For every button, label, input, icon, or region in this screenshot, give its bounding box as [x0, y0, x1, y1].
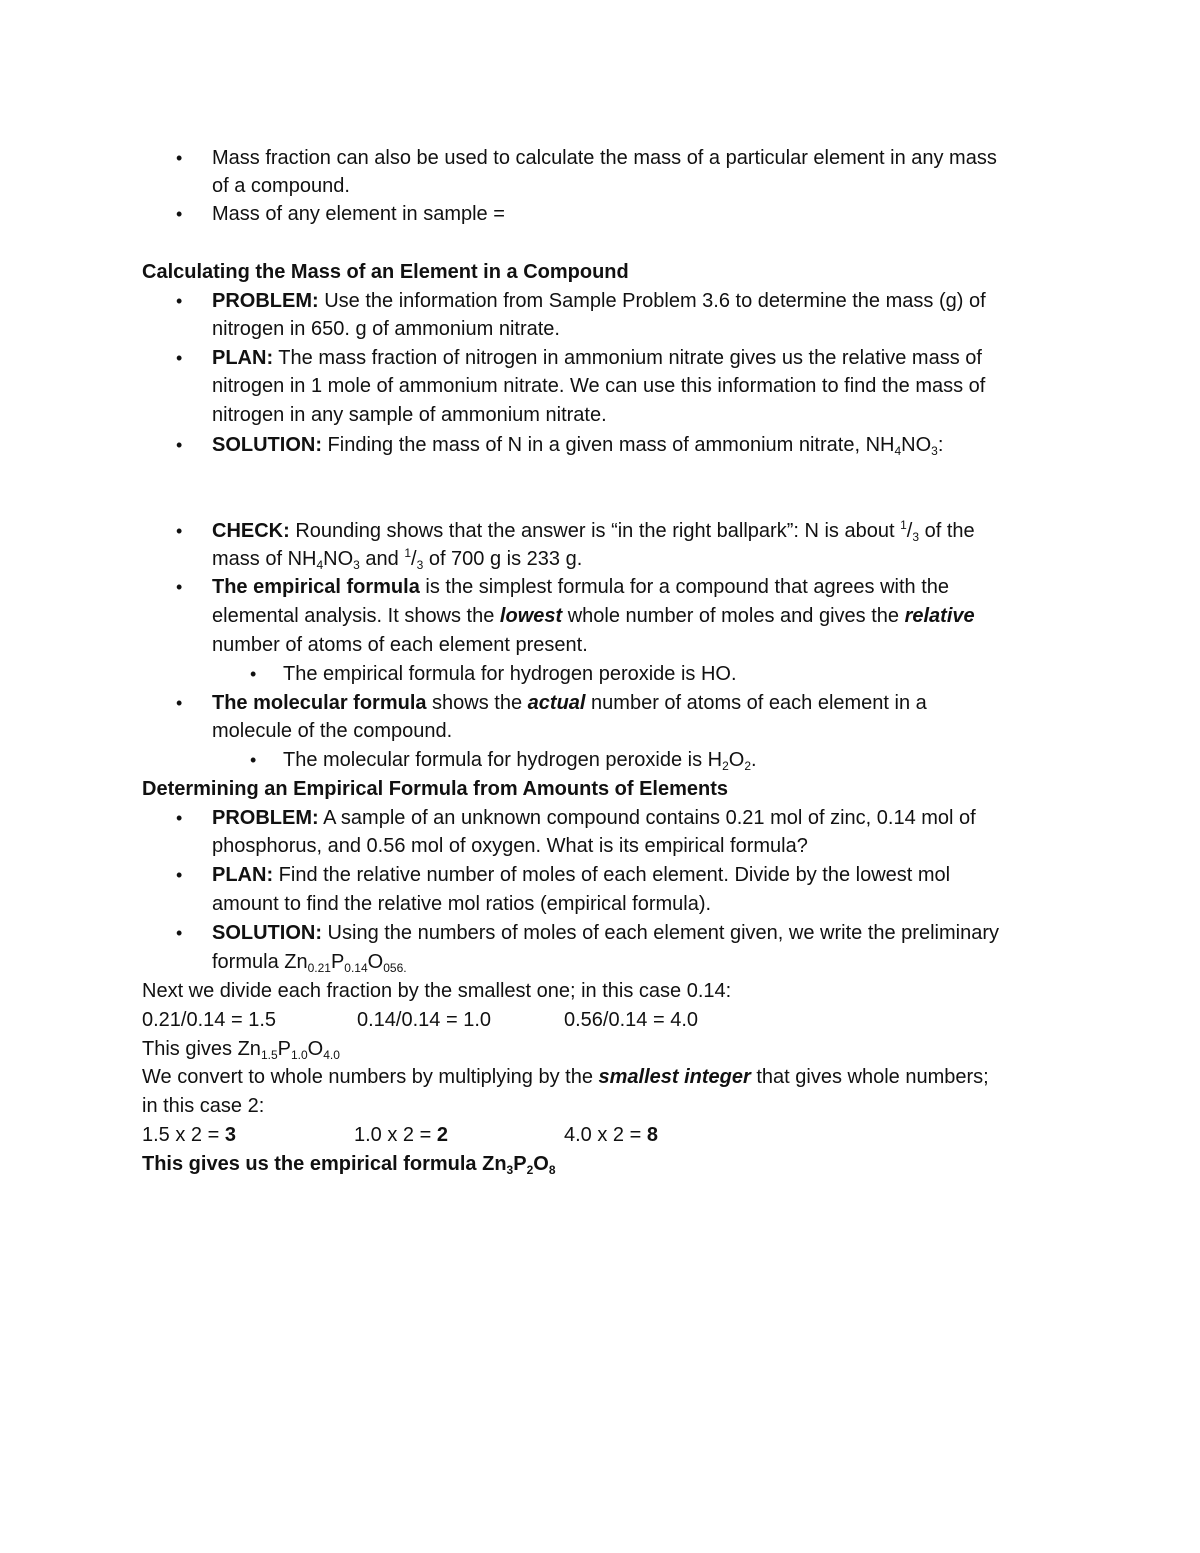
- mult-text: 1.0 x 2 =: [354, 1124, 437, 1146]
- problem1-line2: nitrogen in 650. g of ammonium nitrate.: [212, 318, 560, 340]
- subscript: 2: [744, 759, 752, 773]
- molecular-line2: molecule of the compound.: [212, 720, 453, 742]
- this-gives-line: [142, 1035, 340, 1063]
- subscript: 3: [353, 558, 360, 572]
- formula-text: P: [277, 1038, 291, 1060]
- fraction-denominator: 3: [912, 530, 920, 544]
- solution2-line1: [212, 919, 999, 947]
- subscript: 4: [894, 444, 902, 458]
- bullet-marker: •: [176, 865, 183, 885]
- check-text: NO: [323, 548, 354, 570]
- plan2-line1: [212, 861, 950, 889]
- mass-fraction-line2: of a compound.: [212, 175, 350, 197]
- fraction-numerator: 1: [900, 518, 907, 532]
- section2-heading: Determining an Empirical Formula from Amounts of Elements: [142, 778, 729, 800]
- multiplication-2: [354, 1121, 448, 1149]
- subscript: 1.5: [260, 1048, 278, 1062]
- solution1-text: Finding the mass of N in a given mass of ammonium nitrate, NH: [322, 434, 895, 456]
- formula-text: formula Zn: [212, 951, 308, 973]
- plan-label: PLAN:: [212, 347, 274, 369]
- check-line2: [212, 545, 582, 573]
- check-text: mass of NH: [212, 548, 317, 570]
- bullet-marker: •: [176, 577, 183, 597]
- division-1: 0.21/0.14 = 1.5: [142, 1009, 277, 1031]
- solution-label: SOLUTION:: [212, 434, 322, 456]
- fraction-numerator: 1: [404, 546, 412, 560]
- division-2: 0.14/0.14 = 1.0: [357, 1009, 492, 1031]
- multiplication-1: [142, 1121, 236, 1149]
- formula-text: O: [307, 1038, 324, 1060]
- mass-fraction-line1: Mass fraction can also be used to calculate the mass of a particular element in any mass: [212, 147, 997, 169]
- sub-bullet-marker: •: [250, 664, 257, 684]
- convert-text: that gives whole numbers;: [750, 1066, 989, 1088]
- final-text: This gives us the empirical formula Zn: [142, 1153, 507, 1175]
- mult-text: 1.5 x 2 =: [142, 1124, 225, 1146]
- check-text: and: [359, 548, 405, 570]
- convert-line2: in this case 2:: [142, 1095, 265, 1117]
- subscript: 1.0: [290, 1048, 308, 1062]
- convert-line1: [142, 1063, 989, 1091]
- bullet-marker: •: [176, 521, 183, 541]
- mult-result: 8: [646, 1124, 658, 1146]
- molecular-example: [283, 746, 757, 774]
- empirical-label: The empirical formula: [212, 576, 420, 598]
- solution1-text-mid: NO: [901, 434, 932, 456]
- fraction-denominator: 3: [416, 558, 424, 572]
- molecular-label: The molecular formula: [212, 692, 427, 714]
- section1-heading: Calculating the Mass of an Element in a Compound: [142, 261, 629, 283]
- plan2-text: Find the relative number of moles of each element. Divide by the lowest mol: [273, 864, 951, 886]
- subscript: 8: [548, 1163, 556, 1177]
- check-label: CHECK:: [212, 520, 290, 542]
- bullet-marker: •: [176, 204, 183, 224]
- problem1-text: Use the information from Sample Problem 3.6 to determine the mass (g) of: [318, 290, 986, 312]
- solution-label: SOLUTION:: [212, 922, 322, 944]
- molecular-text: shows the: [426, 692, 528, 714]
- sub-bullet-marker: •: [250, 750, 257, 770]
- fraction-slash: /: [411, 548, 417, 570]
- molecular-text: number of atoms of each element in a: [585, 692, 927, 714]
- problem-label: PROBLEM:: [212, 290, 319, 312]
- problem2-text: A sample of an unknown compound contains 0.21 mol of zinc, 0.14 mol of: [318, 807, 976, 829]
- mult-result: 3: [224, 1124, 236, 1146]
- bullet-marker: •: [176, 435, 183, 455]
- subscript: 4.0: [323, 1048, 340, 1062]
- bullet-marker: •: [176, 808, 183, 828]
- problem-label: PROBLEM:: [212, 807, 319, 829]
- formula-text: P: [330, 951, 345, 973]
- subscript: 0.21: [307, 961, 331, 975]
- check-text: Rounding shows that the answer is “in the right ballpark”: N is about: [289, 520, 901, 542]
- empirical-line2: [212, 602, 975, 630]
- solution2-line2: [212, 948, 407, 976]
- molecular-line1: [212, 689, 927, 717]
- plan1-text: The mass fraction of nitrogen in ammonium nitrate gives us the relative mass of: [273, 347, 982, 369]
- convert-text: We convert to whole numbers by multiplying by the: [142, 1066, 599, 1088]
- bullet-marker: •: [176, 291, 183, 311]
- problem1-line1: [212, 287, 986, 315]
- subscript: 0.14: [344, 961, 368, 975]
- check-text: of 700 g is 233 g.: [423, 548, 583, 570]
- plan1-line3: nitrogen in any sample of ammonium nitrate.: [212, 404, 607, 426]
- molecular-example-text: .: [751, 749, 757, 771]
- emphasis-actual: actual: [527, 692, 586, 714]
- subscript: 2: [526, 1163, 534, 1177]
- mass-of-element-line: Mass of any element in sample =: [212, 203, 505, 225]
- problem2-line2: phosphorus, and 0.56 mol of oxygen. What is its empirical formula?: [212, 835, 808, 857]
- plan1-line2: nitrogen in 1 mole of ammonium nitrate. We can use this information to find the mass of: [212, 375, 986, 397]
- formula-text: This gives Zn: [142, 1038, 261, 1060]
- problem2-line1: [212, 804, 976, 832]
- empirical-text: is the simplest formula for a compound that agrees with the: [419, 576, 949, 598]
- emphasis-smallest-integer: smallest integer: [598, 1066, 751, 1088]
- plan-label: PLAN:: [212, 864, 274, 886]
- empirical-example: The empirical formula for hydrogen peroxide is HO.: [283, 663, 737, 685]
- bullet-marker: •: [176, 348, 183, 368]
- next-divide-line: Next we divide each fraction by the smallest one; in this case 0.14:: [142, 980, 732, 1002]
- plan1-line1: [212, 344, 982, 372]
- molecular-example-text: The molecular formula for hydrogen peroxide is H: [283, 749, 723, 771]
- subscript: 4: [316, 558, 324, 572]
- subscript: 2: [722, 759, 729, 773]
- final-text: P: [513, 1153, 527, 1175]
- check-line1: [212, 517, 975, 545]
- empirical-text: whole number of moles and gives the: [562, 605, 905, 627]
- mult-text: 4.0 x 2 =: [564, 1124, 647, 1146]
- bullet-marker: •: [176, 923, 183, 943]
- multiplication-3: [564, 1121, 658, 1149]
- mult-result: 2: [436, 1124, 448, 1146]
- emphasis-lowest: lowest: [499, 605, 563, 627]
- empirical-text: elemental analysis. It shows the: [212, 605, 500, 627]
- emphasis-relative: relative: [904, 605, 975, 627]
- molecular-example-text: O: [728, 749, 745, 771]
- subscript: 3: [506, 1163, 514, 1177]
- empirical-line1: [212, 573, 949, 601]
- formula-text: O: [367, 951, 384, 973]
- final-formula-line: [142, 1150, 556, 1178]
- bullet-marker: •: [176, 693, 183, 713]
- plan2-line2: amount to find the relative mol ratios (empirical formula).: [212, 893, 712, 915]
- final-text: O: [533, 1153, 549, 1175]
- fraction-slash: /: [906, 520, 913, 542]
- bullet-marker: •: [176, 148, 183, 168]
- solution1-text-end: :: [937, 434, 944, 456]
- subscript: 056.: [383, 961, 407, 975]
- empirical-line3: number of atoms of each element present.: [212, 634, 588, 656]
- check-text-end: of the: [919, 520, 975, 542]
- division-3: 0.56/0.14 = 4.0: [564, 1009, 699, 1031]
- subscript: 3: [931, 444, 938, 458]
- solution1-line: [212, 431, 943, 459]
- solution2-text: Using the numbers of moles of each element given, we write the preliminary: [322, 922, 999, 944]
